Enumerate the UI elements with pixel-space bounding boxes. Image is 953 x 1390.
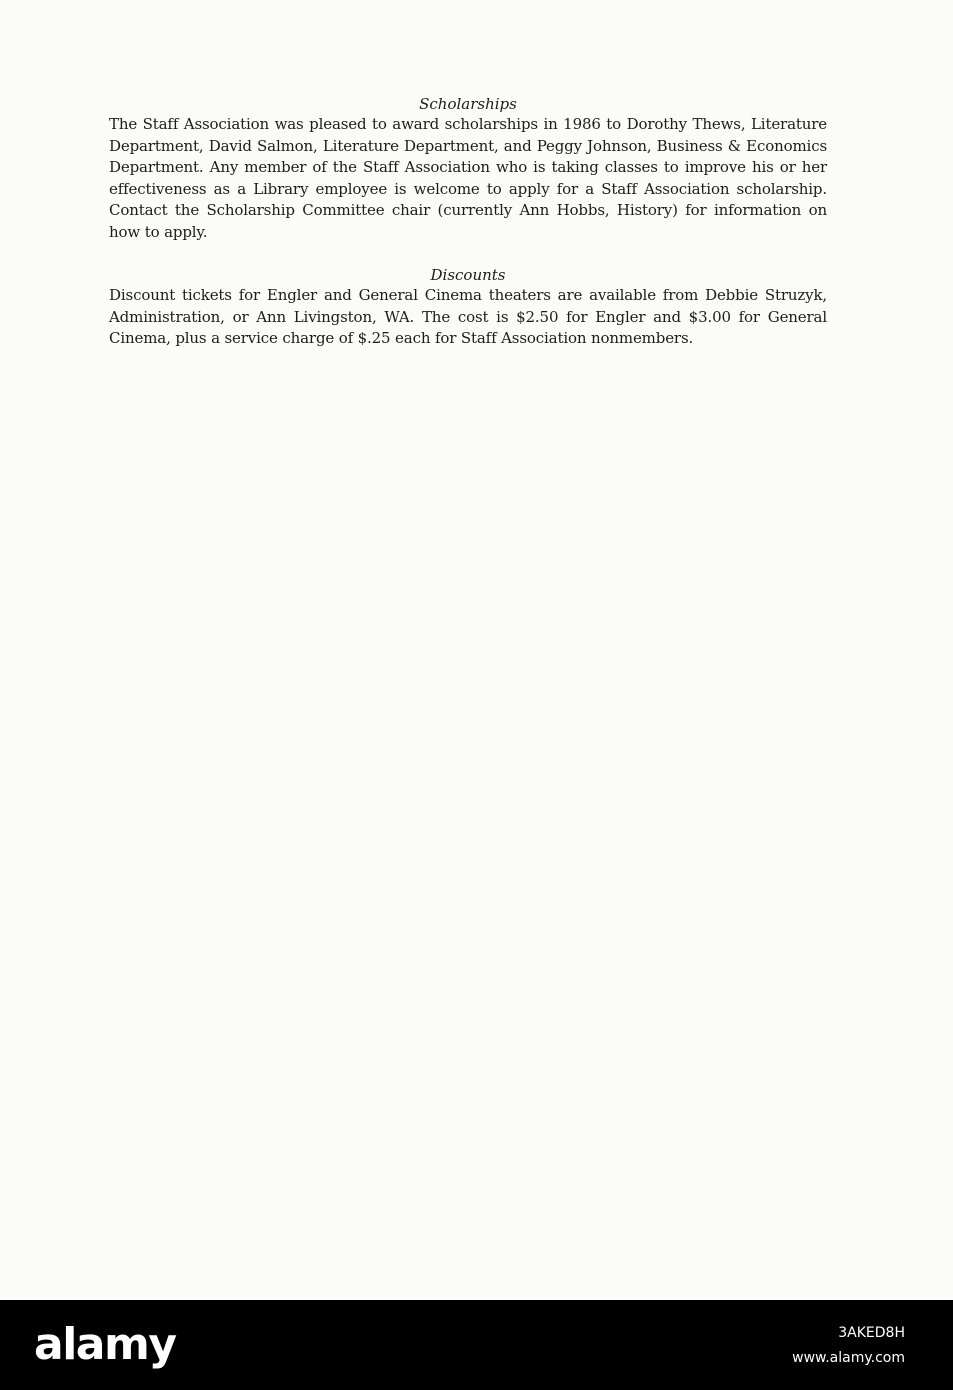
image-id-label: 3AKED8H [838, 1325, 905, 1341]
discounts-heading: Discounts [430, 266, 506, 284]
alamy-logo: alamy [34, 1319, 176, 1370]
document-content [109, 94, 827, 350]
scholarships-paragraph: The Staff Association was pleased to award scholarships in 1986 to Dorothy Thews, Literature Department, David Salmon, Literature Department, and Peggy Johnson, Business & Economics Department. Any member of the Staff Association who is taking classes to improve his or her effectiveness as a Library employee is welcome to apply for a Staff Association scholarship. Contact the Scholarship Committee chair (currently Ann Hobbs, History) for information on how to apply. [109, 115, 827, 241]
discounts-paragraph: Discount tickets for Engler and General Cinema theaters are available from Debbie Struzyk, Administration, or Ann Livingston, WA. The cost is $2.50 for Engler and $3.00 for General Cinema, plus a service charge of $.25 each for Staff Association nonmembers. [109, 286, 827, 347]
site-url-label: www.alamy.com [792, 1350, 905, 1366]
scholarships-heading: Scholarships [419, 95, 517, 113]
